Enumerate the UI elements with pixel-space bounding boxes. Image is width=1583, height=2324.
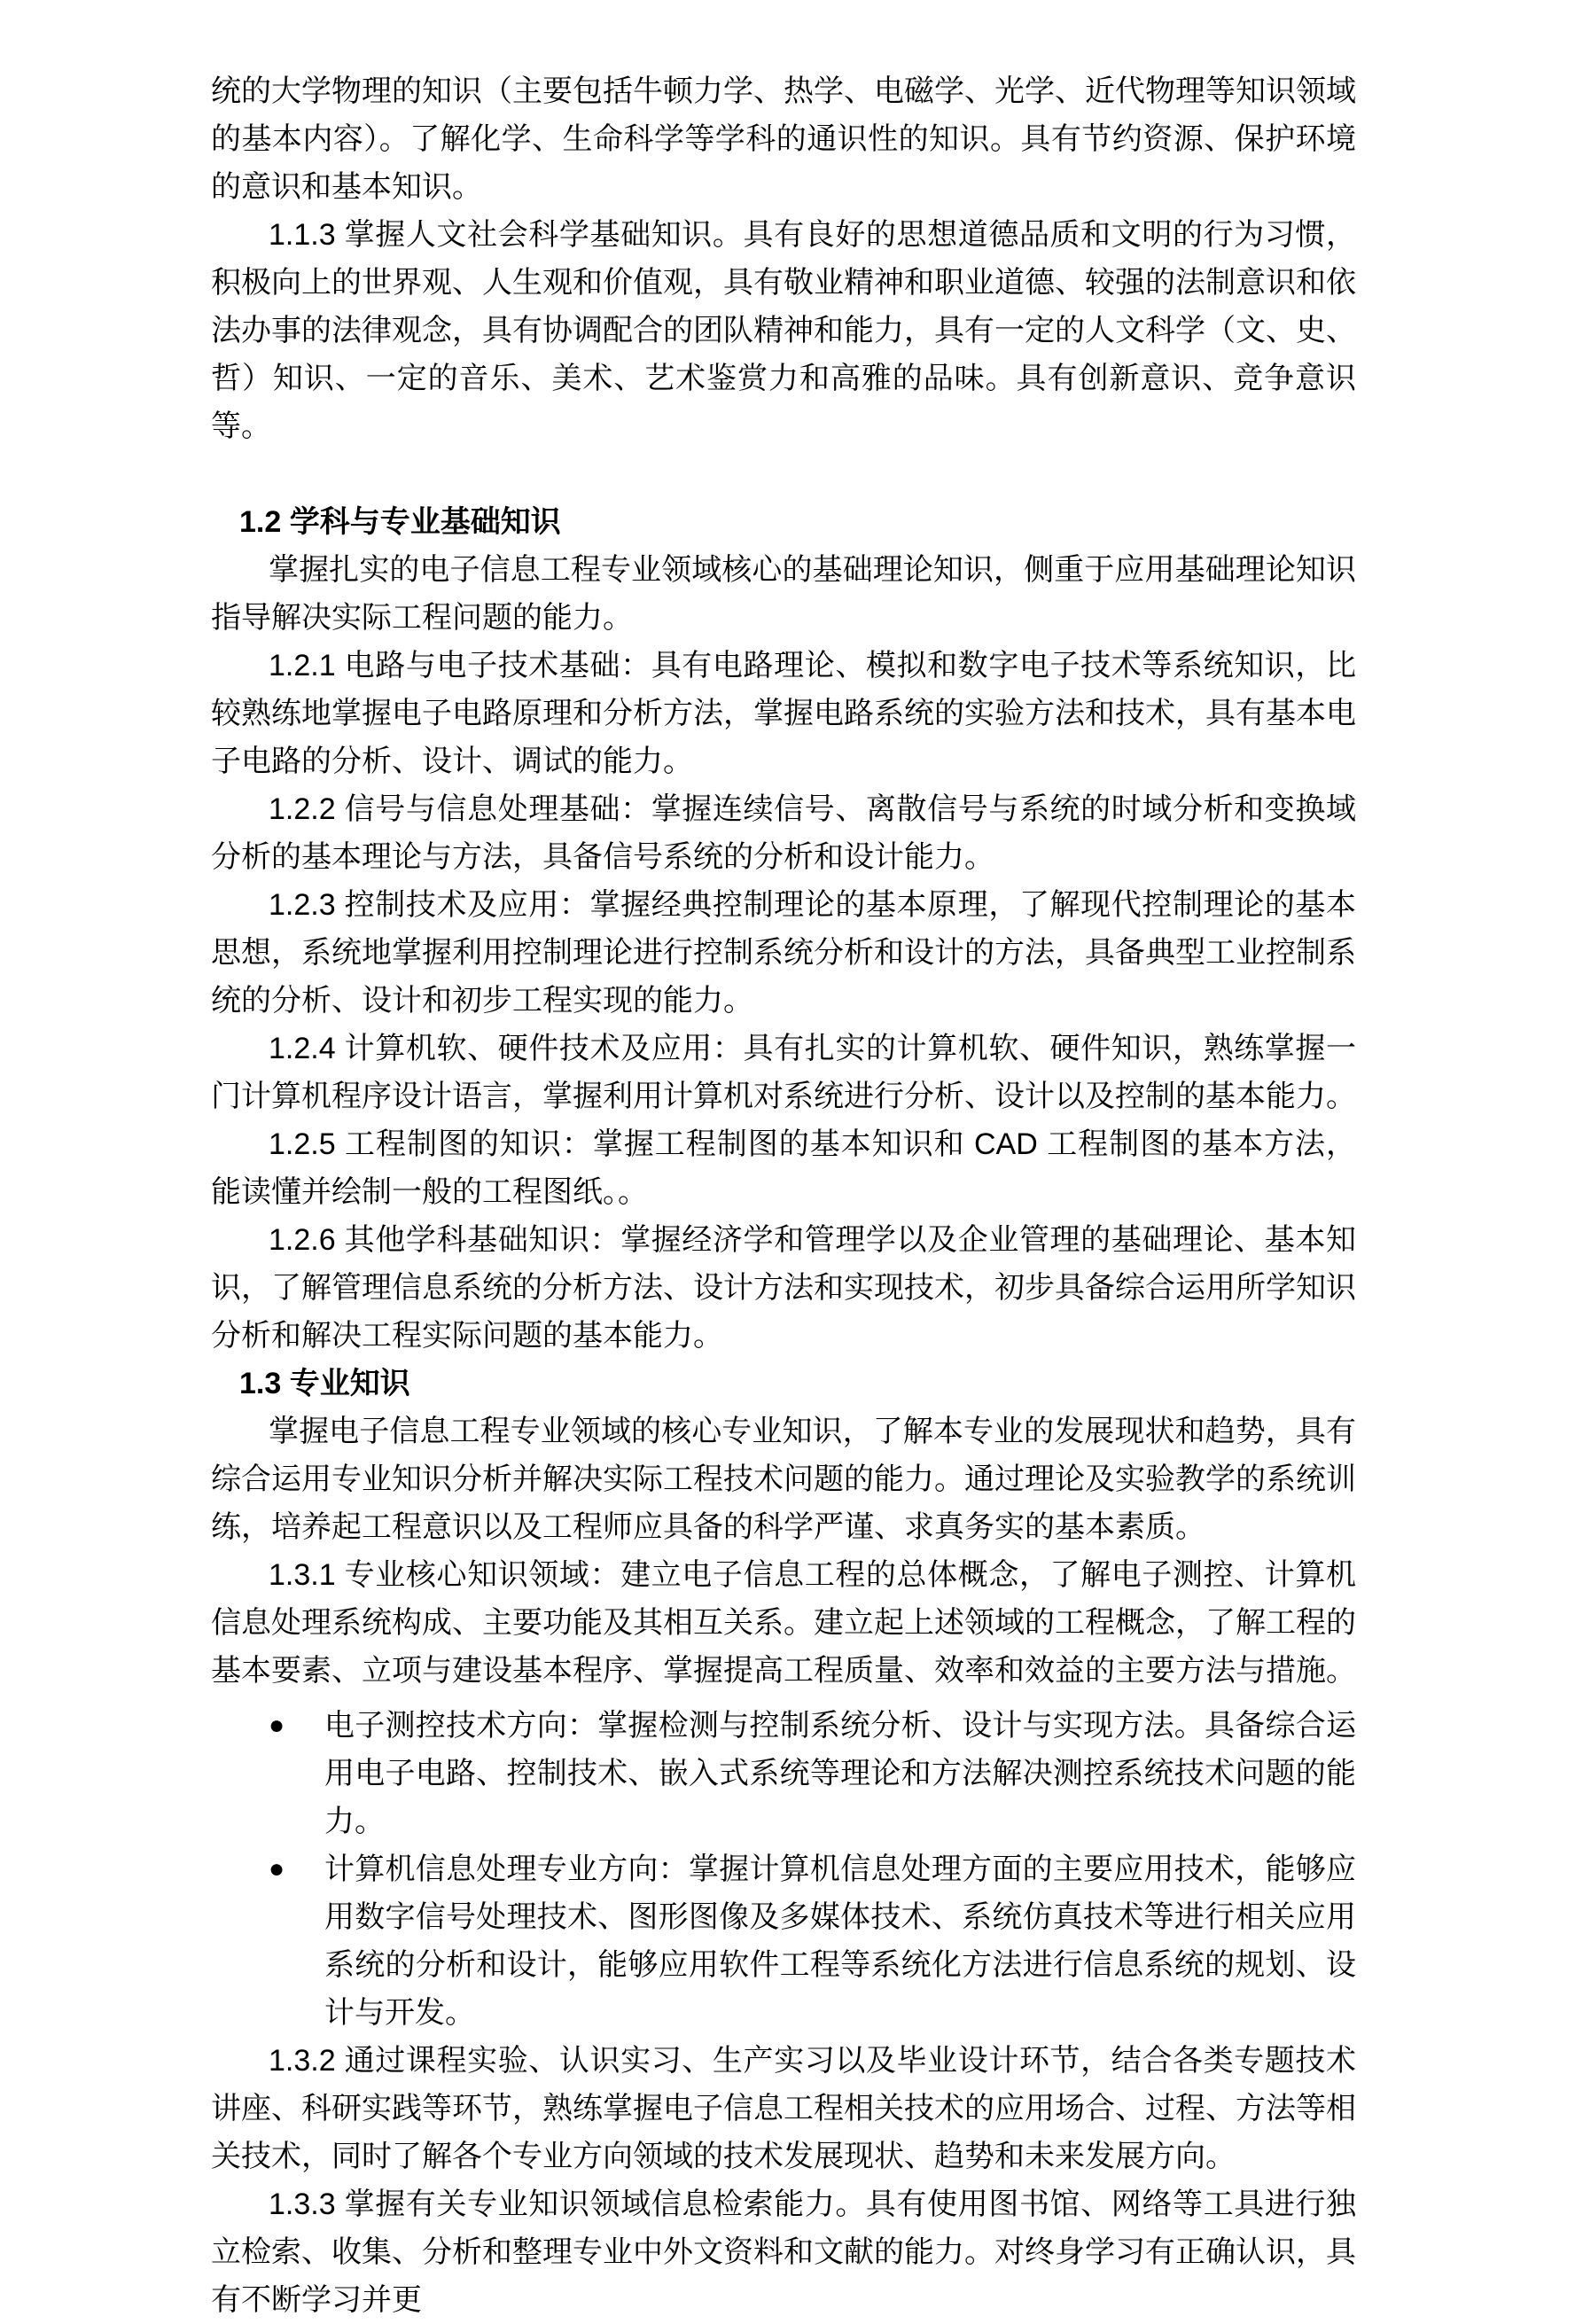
paragraph-1-2-2: 1.2.2 信号与信息处理基础：掌握连续信号、离散信号与系统的时域分析和变换域分析的基本理论与方法，具备信号系统的分析和设计能力。 — [211, 792, 1356, 874]
bullet-icon: ● — [269, 1711, 285, 1740]
bullet-item-text: 计算机信息处理专业方向：掌握计算机信息处理方面的主要应用技术，能够应用数字信号处理技术、图形图像及多媒体技术、系统仿真技术等进行相关应用系统的分析和设计，能够应用软件工程等系统化方法进行信息系统的规划、设计与开发。 — [324, 1852, 1356, 2030]
paragraph-1-2-1: 1.2.1 电路与电子技术基础：具有电路理论、模拟和数字电子技术等系统知识，比较熟练地掌握电子电路原理和分析方法，掌握电路系统的实验方法和技术，具有基本电子电路的分析、设计、调试的能力。 — [211, 649, 1356, 778]
direction-bullet-list — [211, 1702, 1356, 2037]
paragraph-1-2-3: 1.2.3 控制技术及应用：掌握经典控制理论的基本原理，了解现代控制理论的基本思想，系统地掌握利用控制理论进行控制系统分析和设计的方法，具备典型工业控制系统的分析、设计和初步工程实现的能力。 — [211, 888, 1356, 1018]
paragraph-1-3-1: 1.3.1 专业核心知识领域：建立电子信息工程的总体概念，了解电子测控、计算机信息处理系统构成、主要功能及其相互关系。建立起上述领域的工程概念，了解工程的基本要素、立项与建设基本程序、掌握提高工程质量、效率和效益的主要方法与措施。 — [211, 1558, 1356, 1688]
list-item — [211, 1845, 1356, 2037]
paragraph-1-3-2: 1.3.2 通过课程实验、认识实习、生产实习以及毕业设计环节，结合各类专题技术讲座、科研实践等环节，熟练掌握电子信息工程相关技术的应用场合、过程、方法等相关技术，同时了解各个专业方向领域的技术发展现状、趋势和未来发展方向。 — [211, 2044, 1356, 2173]
bullet-icon: ● — [269, 1854, 285, 1883]
section-heading-1-2: 1.2 学科与专业基础知识 — [239, 505, 561, 539]
paragraph-1-2-intro: 掌握扎实的电子信息工程专业领域核心的基础理论知识，侧重于应用基础理论知识指导解决实际工程问题的能力。 — [211, 553, 1356, 635]
paragraph-1-2-5: 1.2.5 工程制图的知识：掌握工程制图的基本知识和 CAD 工程制图的基本方法，能读懂并绘制一般的工程图纸。。 — [211, 1127, 1356, 1209]
paragraph-1-3-intro: 掌握电子信息工程专业领域的核心专业知识，了解本专业的发展现状和趋势，具有综合运用专业知识分析并解决实际工程技术问题的能力。通过理论及实验教学的系统训练，培养起工程意识以及工程师应具备的科学严谨、求真务实的基本素质。 — [211, 1415, 1356, 1544]
paragraph-1-1-3: 1.1.3 掌握人文社会科学基础知识。具有良好的思想道德品质和文明的行为习惯，积极向上的世界观、人生观和价值观，具有敬业精神和职业道德、较强的法制意识和依法办事的法律观念，具有协调配合的团队精神和能力，具有一定的人文科学（文、史、哲）知识、一定的音乐、美术、艺术鉴赏力和高雅的品味。具有创新意识、竞争意识等。 — [211, 218, 1356, 443]
paragraph-continuation: 统的大学物理的知识（主要包括牛顿力学、热学、电磁学、光学、近代物理等知识领域的基本内容）。了解化学、生命科学等学科的通识性的知识。具有节约资源、保护环境的意识和基本知识。 — [211, 74, 1356, 204]
bullet-item-text: 电子测控技术方向：掌握检测与控制系统分析、设计与实现方法。具备综合运用电子电路、控制技术、嵌入式系统等理论和方法解决测控系统技术问题的能力。 — [324, 1709, 1356, 1838]
list-item — [211, 1702, 1356, 1845]
section-heading-1-3: 1.3 专业知识 — [239, 1367, 410, 1400]
paragraph-1-3-3: 1.3.3 掌握有关专业知识领域信息检索能力。具有使用图书馆、网络等工具进行独立检索、收集、分析和整理专业中外文资料和文献的能力。对终身学习有正确认识，具有不断学习并更 — [211, 2188, 1356, 2317]
paragraph-1-2-6: 1.2.6 其他学科基础知识：掌握经济学和管理学以及企业管理的基础理论、基本知识，了解管理信息系统的分析方法、设计方法和实现技术，初步具备综合运用所学知识分析和解决工程实际问题的基本能力。 — [211, 1223, 1356, 1353]
paragraph-1-2-4: 1.2.4 计算机软、硬件技术及应用：具有扎实的计算机软、硬件知识，熟练掌握一门计算机程序设计语言，掌握利用计算机对系统进行分析、设计以及控制的基本能力。 — [211, 1032, 1356, 1113]
